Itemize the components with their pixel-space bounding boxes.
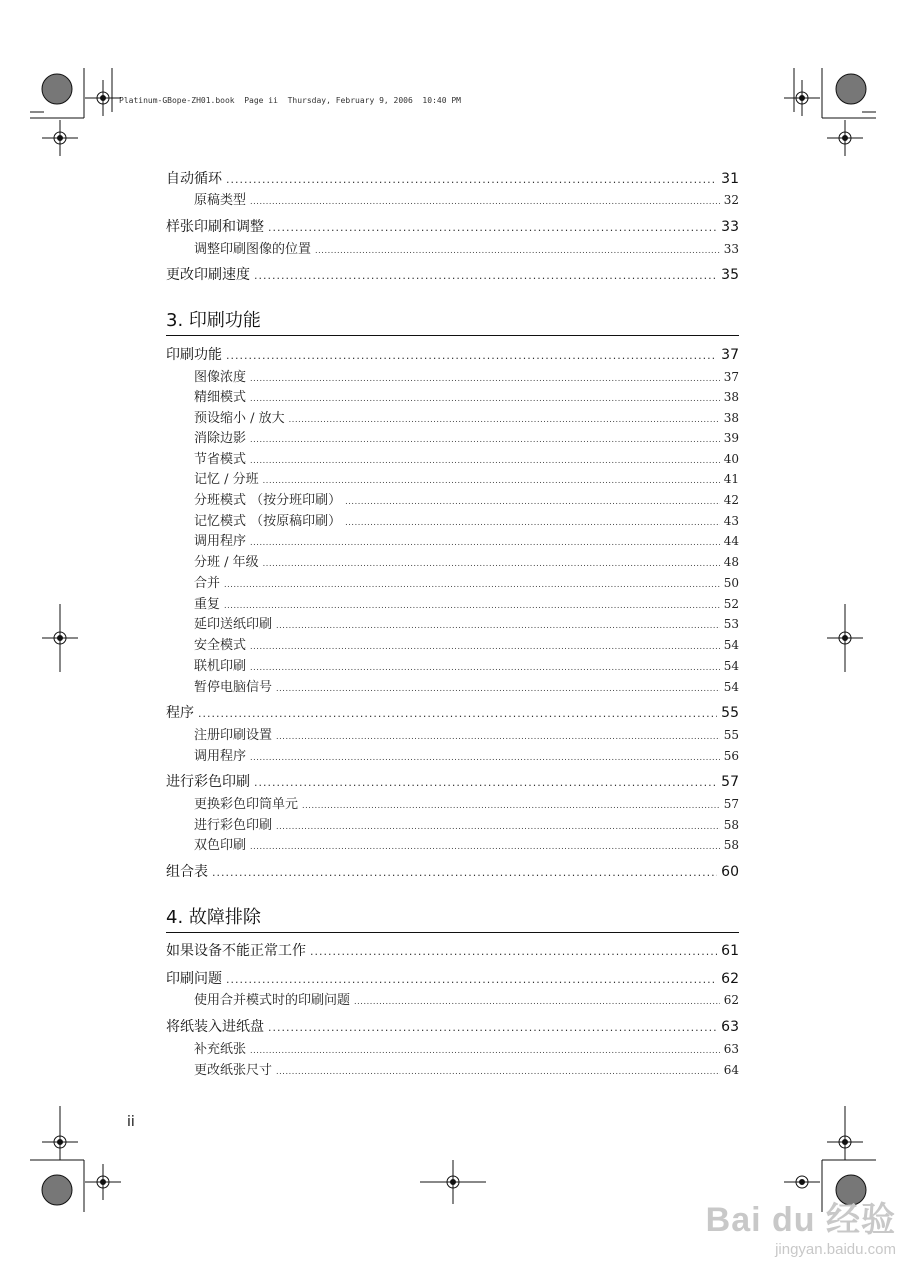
dot-leader bbox=[250, 431, 720, 446]
toc-entry[interactable] bbox=[166, 168, 739, 188]
toc-entry[interactable] bbox=[166, 968, 739, 988]
toc-entry-title: 进行彩色印刷 bbox=[166, 774, 250, 790]
toc-entry-page: 54 bbox=[723, 680, 739, 694]
toc-subentry[interactable] bbox=[194, 530, 739, 549]
toc-entry-page: 41 bbox=[723, 472, 739, 486]
dot-leader bbox=[276, 818, 720, 833]
toc-entry-page: 61 bbox=[721, 943, 739, 959]
toc-entry-page: 35 bbox=[721, 267, 739, 283]
toc-entry-page: 63 bbox=[723, 1042, 739, 1056]
watermark-brand: Bai du 经验 bbox=[705, 1201, 896, 1239]
dot-leader bbox=[250, 452, 720, 467]
toc-entry-title: 节省模式 bbox=[194, 452, 247, 467]
dot-leader bbox=[315, 242, 720, 257]
toc-subentry[interactable] bbox=[194, 634, 739, 653]
toc-entry-page: 62 bbox=[721, 971, 739, 987]
toc-entry-title: 印刷功能 bbox=[166, 347, 222, 363]
toc-subentry[interactable] bbox=[194, 468, 739, 487]
toc-entry-page: 54 bbox=[723, 659, 739, 673]
toc-entry-page: 57 bbox=[723, 797, 739, 811]
dot-leader bbox=[198, 705, 717, 721]
toc-entry-page: 57 bbox=[721, 774, 739, 790]
toc-entry-page: 44 bbox=[723, 534, 739, 548]
toc-subentry[interactable] bbox=[194, 489, 739, 508]
toc-entry[interactable] bbox=[166, 702, 739, 722]
toc-entry-title: 预设缩小 / 放大 bbox=[194, 411, 285, 426]
toc-entry-title: 图像浓度 bbox=[194, 370, 247, 385]
toc-subentry[interactable] bbox=[194, 793, 739, 812]
dot-leader bbox=[276, 680, 720, 695]
dot-leader bbox=[354, 993, 720, 1008]
toc-entry-title: 使用合并模式时的印刷问题 bbox=[194, 993, 351, 1008]
dot-leader bbox=[250, 534, 720, 549]
toc-entry-title: 组合表 bbox=[166, 864, 208, 880]
toc-entry-page: 39 bbox=[723, 431, 739, 445]
dot-leader bbox=[268, 219, 717, 235]
toc-subentry[interactable] bbox=[194, 551, 739, 570]
toc-entry-page: 58 bbox=[723, 818, 739, 832]
toc-entry-page: 40 bbox=[723, 452, 739, 466]
dot-leader bbox=[276, 617, 720, 632]
toc-subentry[interactable] bbox=[194, 676, 739, 695]
toc-entry-page: 38 bbox=[723, 411, 739, 425]
toc-entry-title: 印刷问题 bbox=[166, 971, 222, 987]
dot-leader bbox=[254, 774, 717, 790]
dot-leader bbox=[263, 472, 720, 487]
toc-subentry[interactable] bbox=[194, 238, 739, 257]
toc-entry-page: 50 bbox=[723, 576, 739, 590]
dot-leader bbox=[250, 370, 720, 385]
toc-subentry[interactable] bbox=[194, 448, 739, 467]
toc-subentry[interactable] bbox=[194, 1038, 739, 1057]
toc-entry-title: 更改纸张尺寸 bbox=[194, 1063, 273, 1078]
dot-leader bbox=[250, 193, 720, 208]
dot-leader bbox=[254, 267, 717, 283]
toc-entry-title: 补充纸张 bbox=[194, 1042, 247, 1057]
dot-leader bbox=[250, 838, 720, 853]
toc-entry-page: 52 bbox=[723, 597, 739, 611]
toc-subentry[interactable] bbox=[194, 745, 739, 764]
watermark bbox=[706, 1192, 896, 1258]
toc-entry-title: 进行彩色印刷 bbox=[194, 818, 273, 833]
toc-entry-page: 54 bbox=[723, 638, 739, 652]
toc-entry-title: 分班 / 年级 bbox=[194, 555, 259, 570]
toc-entry-title: 暂停电脑信号 bbox=[194, 680, 273, 695]
chapter-heading: 4. 故障排除 bbox=[166, 903, 739, 933]
dot-leader bbox=[224, 597, 720, 612]
dot-leader bbox=[310, 943, 717, 959]
toc-entry-page: 31 bbox=[721, 171, 739, 187]
toc-subentry[interactable] bbox=[194, 572, 739, 591]
dot-leader bbox=[276, 728, 720, 743]
toc-entry-page: 38 bbox=[723, 390, 739, 404]
dot-leader bbox=[250, 1042, 720, 1057]
toc-entry-page: 55 bbox=[721, 705, 739, 721]
toc-entry-page: 33 bbox=[723, 242, 739, 256]
toc-entry-title: 记忆模式 （按原稿印刷） bbox=[194, 514, 342, 529]
toc-entry-title: 分班模式 （按分班印刷） bbox=[194, 493, 342, 508]
toc-subentry[interactable] bbox=[194, 386, 739, 405]
toc-subentry[interactable] bbox=[194, 834, 739, 853]
toc-entry-page: 42 bbox=[723, 493, 739, 507]
dot-leader bbox=[226, 347, 717, 363]
toc-entry[interactable] bbox=[166, 940, 739, 960]
dot-leader bbox=[250, 638, 720, 653]
toc-entry-title: 注册印刷设置 bbox=[194, 728, 273, 743]
dot-leader bbox=[224, 576, 720, 591]
toc-subentry[interactable] bbox=[194, 366, 739, 385]
toc-entry-title: 重复 bbox=[194, 597, 221, 612]
toc-entry-title: 程序 bbox=[166, 705, 194, 721]
toc-entry-page: 37 bbox=[721, 347, 739, 363]
toc-subentry[interactable] bbox=[194, 189, 739, 208]
dot-leader bbox=[250, 659, 720, 674]
dot-leader bbox=[250, 749, 720, 764]
watermark-url: jingyan.baidu.com bbox=[775, 1241, 896, 1258]
toc-entry-title: 安全模式 bbox=[194, 638, 247, 653]
toc-entry-page: 56 bbox=[723, 749, 739, 763]
toc-entry-title: 联机印刷 bbox=[194, 659, 247, 674]
dot-leader bbox=[289, 411, 720, 426]
toc-subentry[interactable] bbox=[194, 1059, 739, 1078]
toc-subentry[interactable] bbox=[194, 724, 739, 743]
toc-entry-page: 32 bbox=[723, 193, 739, 207]
toc-subentry[interactable] bbox=[194, 593, 739, 612]
toc-entry[interactable] bbox=[166, 344, 739, 364]
toc-entry-page: 55 bbox=[723, 728, 739, 742]
dot-leader bbox=[226, 971, 717, 987]
dot-leader bbox=[345, 493, 720, 508]
chapter-heading: 3. 印刷功能 bbox=[166, 306, 739, 336]
toc-entry-title: 记忆 / 分班 bbox=[194, 472, 259, 487]
toc-subentry[interactable] bbox=[194, 510, 739, 529]
dot-leader bbox=[345, 514, 720, 529]
toc-entry-title: 将纸装入进纸盘 bbox=[166, 1019, 264, 1035]
dot-leader bbox=[263, 555, 720, 570]
toc-entry-title: 精细模式 bbox=[194, 390, 247, 405]
toc-entry-title: 自动循环 bbox=[166, 171, 222, 187]
toc-entry-page: 37 bbox=[723, 370, 739, 384]
toc-subentry[interactable] bbox=[194, 407, 739, 426]
toc-entry-page: 62 bbox=[723, 993, 739, 1007]
dot-leader bbox=[250, 390, 720, 405]
toc-entry-title: 原稿类型 bbox=[194, 193, 247, 208]
toc-entry[interactable] bbox=[166, 1016, 739, 1036]
toc-entry-title: 如果设备不能正常工作 bbox=[166, 943, 306, 959]
toc-entry-page: 58 bbox=[723, 838, 739, 852]
toc-entry-page: 48 bbox=[723, 555, 739, 569]
toc-entry[interactable] bbox=[166, 216, 739, 236]
toc-entry-title: 延印送纸印刷 bbox=[194, 617, 273, 632]
toc-entry-page: 60 bbox=[721, 864, 739, 880]
book-header-meta: Platinum-GBope-ZH01.book Page ii Thursday, February 9, 2006 10:40 PM bbox=[119, 96, 461, 105]
toc-entry-page: 33 bbox=[721, 219, 739, 235]
toc-entry-title: 样张印刷和调整 bbox=[166, 219, 264, 235]
toc-entry-page: 43 bbox=[723, 514, 739, 528]
toc-entry-title: 更换彩色印筒单元 bbox=[194, 797, 299, 812]
dot-leader bbox=[212, 864, 717, 880]
toc-entry-title: 调用程序 bbox=[194, 534, 247, 549]
toc-subentry[interactable] bbox=[194, 989, 739, 1008]
toc-entry-page: 64 bbox=[723, 1063, 739, 1077]
toc-subentry[interactable] bbox=[194, 655, 739, 674]
toc-entry-title: 双色印刷 bbox=[194, 838, 247, 853]
dot-leader bbox=[268, 1019, 717, 1035]
toc-entry-title: 更改印刷速度 bbox=[166, 267, 250, 283]
page-number: ii bbox=[127, 1114, 135, 1130]
toc-entry-title: 消除边影 bbox=[194, 431, 247, 446]
dot-leader bbox=[302, 797, 720, 812]
toc-entry-title: 合并 bbox=[194, 576, 221, 591]
toc-entry[interactable] bbox=[166, 264, 739, 284]
dot-leader bbox=[226, 171, 717, 187]
toc-subentry[interactable] bbox=[194, 427, 739, 446]
toc-entry-page: 53 bbox=[723, 617, 739, 631]
toc-subentry[interactable] bbox=[194, 814, 739, 833]
toc-subentry[interactable] bbox=[194, 613, 739, 632]
toc-entry[interactable] bbox=[166, 861, 739, 881]
toc-entry-title: 调用程序 bbox=[194, 749, 247, 764]
dot-leader bbox=[276, 1063, 720, 1078]
toc-entry-page: 63 bbox=[721, 1019, 739, 1035]
toc-entry[interactable] bbox=[166, 771, 739, 791]
toc-entry-title: 调整印刷图像的位置 bbox=[194, 242, 312, 257]
